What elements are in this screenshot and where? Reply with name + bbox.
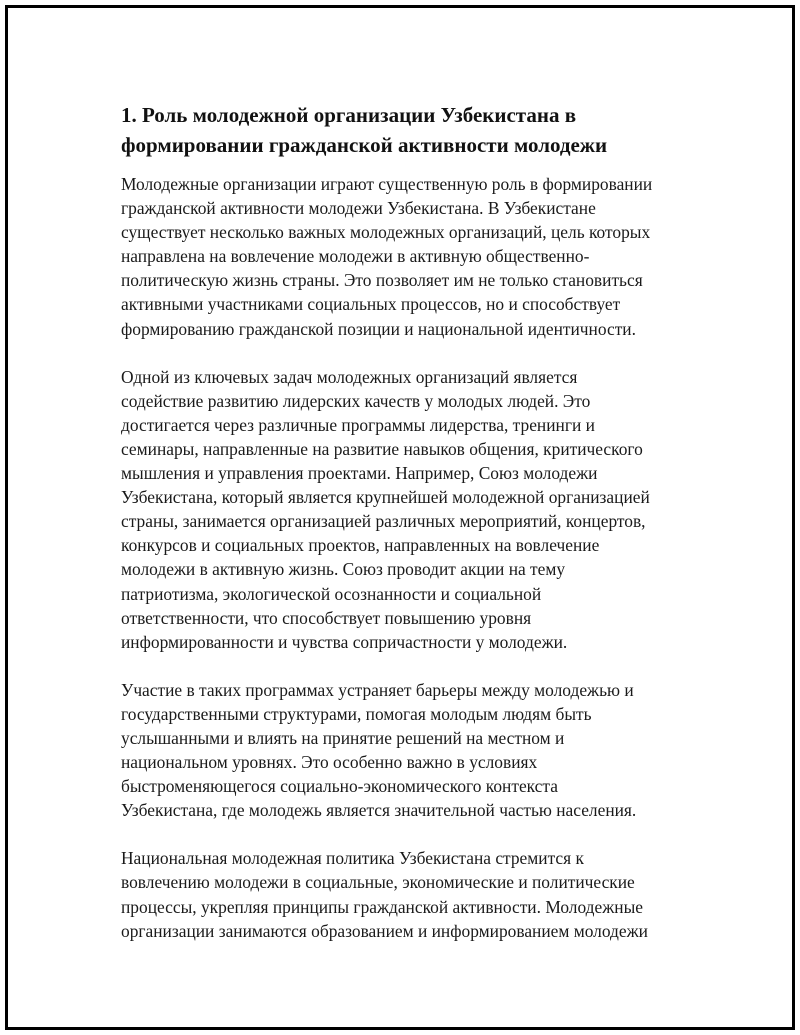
section-heading: 1. Роль молодежной организации Узбекистана в формировании гражданской активности молодежи [121, 103, 608, 157]
paragraph-4: Национальная молодежная политика Узбекистана стремится к вовлечению молодежи в социальные, экономические и политические процессы, укрепляя принципы гражданской активности. Молодежные организации занимаются образованием и информированием молодежи [121, 848, 648, 941]
document-page [5, 5, 795, 1030]
paragraph-2: Одной из ключевых задач молодежных организаций является содействие развитию лидерских качеств у молодых людей. Это достигается через различные программы лидерства, тренинги и семинары, направленные на развитие навыков общения, критического мышления и управления проектами. Например, Союз молодежи Узбекистана, который является крупнейшей молодежной организацией страны, занимается организацией различных мероприятий, концертов, конкурсов и социальных проектов, направленных на вовлечение молодежи в активную жизнь. Союз проводит акции на тему патриотизма, экологической осознанности и социальной ответственности, что способствует повышению уровня информированности и чувства сопричастности у молодежи. [121, 366, 650, 652]
paragraph-3: Участие в таких программах устраняет барьеры между молодежью и государственными структурами, помогая молодым людям быть услышанными и влиять на принятие решений на местном и национальном уровнях. Это особенно важно в условиях быстроменяющегося социально-экономического контекста Узбекистана, где молодежь является значительной частью населения. [121, 679, 637, 821]
document-body [121, 100, 701, 967]
paragraph-1: Молодежные организации играют существенную роль в формировании гражданской активности молодежи Узбекистана. В Узбекистане существует несколько важных молодежных организаций, цель которых направлена на вовлечение молодежи в активную общественно- политическую жизнь страны. Это позволяет им не только становиться активными участниками социальных процессов, но и способствует формированию гражданской позиции и национальной идентичности. [121, 174, 653, 339]
